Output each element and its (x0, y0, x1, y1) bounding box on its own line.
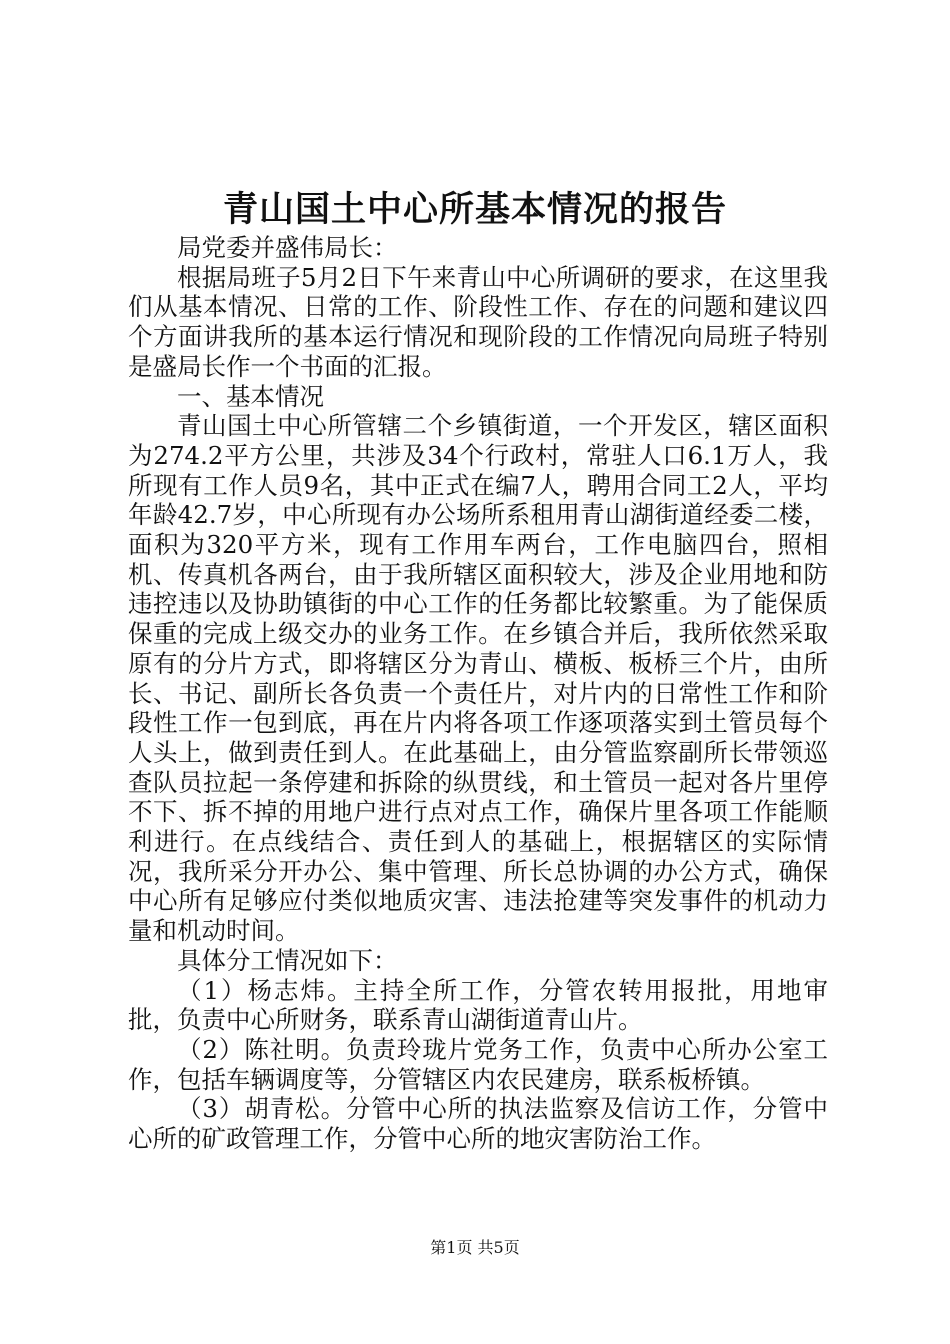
basic-info-paragraph: 青山国土中心所管辖二个乡镇街道，一个开发区，辖区面积为274.2平方公里，共涉及34个行政村，常驻人口6.1万人，我所现有工作人员9名，其中正式在编7人，聘用合同工2人，平均年龄42.7岁，中心所现有办公场所系租用青山湖街道经委二楼，面积为320平方米，现有工作用车两台，工作电脑四台，照相机、传真机各两台，由于我所辖区面积较大，涉及企业用地和防违控违以及协助镇街的中心工作的任务都比较繁重。为了能保质保重的完成上级交办的业务工作。在乡镇合并后，我所依然采取原有的分片方式，即将辖区分为青山、横板、板桥三个片，由所长、书记、副所长各负责一个责任片，对片内的日常性工作和阶段性工作一包到底，再在片内将各项工作逐项落实到土管员每个人头上，做到责任到人。在此基础上，由分管监察副所长带领巡查队员拉起一条停建和拆除的纵贯线，和土管员一起对各片里停不下、拆不掉的用地户进行点对点工作，确保片里各项工作能顺利进行。在点线结合、责任到人的基础上，根据辖区的实际情况，我所采分开办公、集中管理、所长总协调的办公方式，确保中心所有足够应付类似地质灾害、违法抢建等突发事件的机动力量和机动时间。 (128, 411, 828, 946)
section-heading: 一、基本情况 (177, 381, 324, 411)
division-heading: 具体分工情况如下： (177, 945, 398, 975)
assignment-item-1: （1）杨志炜。主持全所工作，分管农转用报批，用地审批，负责中心所财务，联系青山湖街道青山片。 (128, 975, 828, 1035)
document-title: 青山国土中心所基本情况的报告 (222, 189, 727, 230)
document-body (128, 233, 828, 1154)
assignment-item-2: （2）陈社明。负责玲珑片党务工作，负责中心所办公室工作，包括车辆调度等，分管辖区内农民建房，联系板桥镇。 (128, 1034, 828, 1094)
page-footer: 第1页 共5页 (430, 1238, 520, 1257)
intro-paragraph: 根据局班子5月2日下午来青山中心所调研的要求，在这里我们从基本情况、日常的工作、阶段性工作、存在的问题和建议四个方面讲我所的基本运行情况和现阶段的工作情况向局班子特别是盛局长作一个书面的汇报。 (128, 262, 828, 381)
assignment-item-3: （3）胡青松。分管中心所的执法监察及信访工作，分管中心所的矿政管理工作，分管中心所的地灾害防治工作。 (128, 1094, 828, 1154)
salutation: 局党委并盛伟局长： (177, 233, 398, 262)
